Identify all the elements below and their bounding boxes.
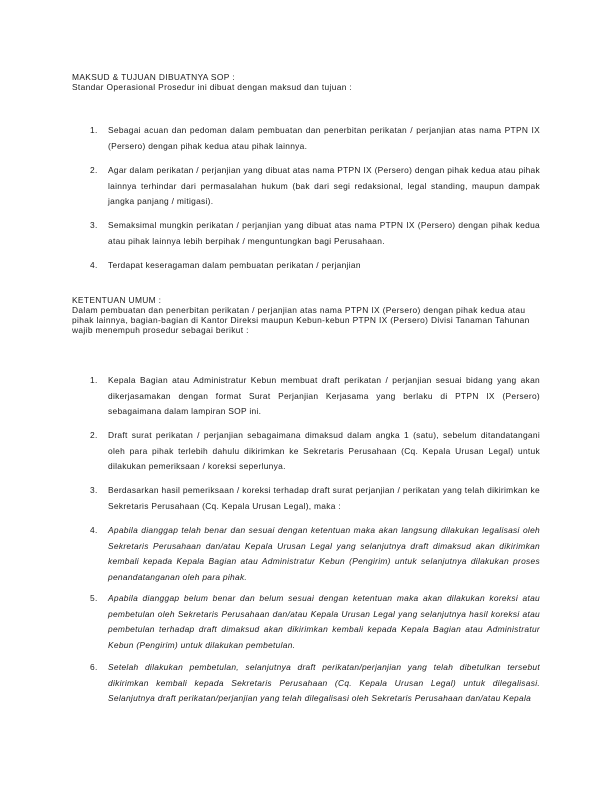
item-number: 2. — [90, 165, 98, 175]
item-number: 4. — [90, 525, 98, 535]
item-number: 3. — [90, 485, 98, 495]
item-number: 2. — [90, 430, 98, 440]
item-text: Kepala Bagian atau Administratur Kebun membuat draft perikatan / perjanjian sesuai bidang yang akan dikerjasamakan dengan format Surat Perjanjian Kerjasama yang berlaku di PTPN IX (Persero) sebagaimana dalam lampiran SOP ini. — [108, 375, 540, 417]
section-heading: MAKSUD & TUJUAN DIBUATNYA SOP : — [72, 72, 235, 82]
item-text: Semaksimal mungkin perikatan / perjanjian yang dibuat atas nama PTPN IX (Persero) dengan pihak kedua atau pihak lainnya lebih berpihak / menguntungkan bagi Perusahaan. — [108, 220, 540, 246]
item-text: Setelah dilakukan pembetulan, selanjutnya draft perikatan/perjanjian yang telah dibetulkan tersebut dikirimkan kembali kepada Sekretaris Perusahaan (Cq. Kepala Urusan Legal) untuk dilegalisasi. Selanjutnya draft perikatan/perjanjian yang telah dilegalisasi oleh Sekretaris Perusahaan dan/atau Kepala — [108, 662, 540, 704]
item-number: 3. — [90, 220, 98, 230]
item-text: Agar dalam perikatan / perjanjian yang dibuat atas nama PTPN IX (Persero) dengan pihak kedua atau pihak lainnya terhindar dari permasalahan hukum (bak dari segi redaksional, legal standing, maupun dampak jangka panjang / mitigasi). — [108, 165, 540, 207]
item-number: 1. — [90, 375, 98, 385]
item-number: 4. — [90, 260, 98, 270]
item-text: Draft surat perikatan / perjanjian sebagaimana dimaksud dalam angka 1 (satu), sebelum ditandatangani oleh para pihak terlebih dahulu dikirimkan ke Sekretaris Perusahaan (Cq. Kepala Urusan Legal) untuk dilakukan pemeriksaan / koreksi seperlunya. — [108, 430, 540, 472]
item-text: Terdapat keseragaman dalam pembuatan perikatan / perjanjian — [108, 260, 361, 270]
item-number: 5. — [90, 593, 98, 603]
item-number: 6. — [90, 662, 98, 672]
section-intro: Dalam pembuatan dan penerbitan perikatan / perjanjian atas nama PTPN IX (Persero) dengan pihak kedua atau pihak lainnya, bagian-bagian di Kantor Direksi maupun Kebun-kebun PTPN IX (Persero) Divisi Tanaman Tahunan wajib menempuh prosedur sebagai berikut : — [72, 305, 530, 335]
section-ketentuan-umum — [72, 295, 542, 335]
section-intro: Standar Operasional Prosedur ini dibuat dengan maksud dan tujuan : — [72, 82, 353, 92]
item-text: Apabila dianggap belum benar dan belum sesuai dengan ketentuan maka akan dilakukan koreksi atau pembetulan oleh Sekretaris Perusahaan dan/atau Kepala Urusan Legal yang selanjutnya hasil koreksi atau pembetulan terhadap draft dimaksud akan dikirimkan kembali kepada Kepala Bagian atau Administratur Kebun (Pengirim) untuk dilakukan pembetulan. — [108, 593, 540, 650]
item-text: Apabila dianggap telah benar dan sesuai dengan ketentuan maka akan langsung dilakukan legalisasi oleh Sekretaris Perusahaan dan/atau Kepala Urusan Legal yang selanjutnya draft dimaksud akan dikirimkan kembali kepada Kepala Bagian atau Administratur Kebun (Pengirim) untuk selanjutnya dilakukan proses penandatanganan oleh para pihak. — [108, 525, 540, 582]
item-number: 1. — [90, 125, 98, 135]
item-text: Sebagai acuan dan pedoman dalam pembuatan dan penerbitan perikatan / perjanjian atas nama PTPN IX (Persero) dengan pihak kedua atau pihak lainnya. — [108, 125, 540, 151]
section-heading: KETENTUAN UMUM : — [72, 295, 162, 305]
item-text: Berdasarkan hasil pemeriksaan / koreksi terhadap draft surat perjanjian / perikatan yang telah dikirimkan ke Sekretaris Perusahaan (Cq. Kepala Urusan Legal), maka : — [108, 485, 540, 511]
section-maksud-tujuan — [72, 72, 542, 92]
